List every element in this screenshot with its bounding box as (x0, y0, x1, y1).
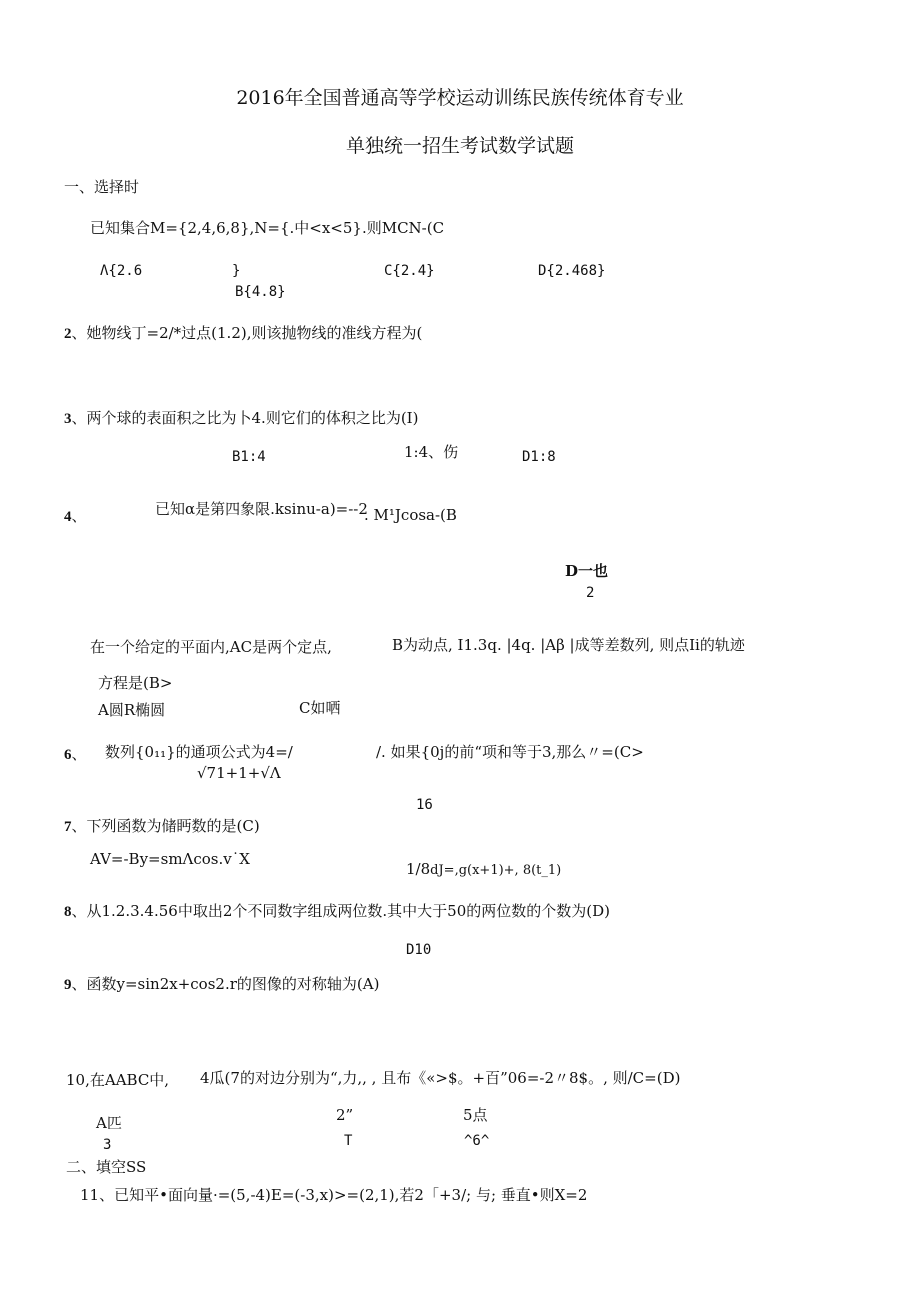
q6-prefix (64, 745, 87, 764)
q10-option-a-top: A匹 (96, 1114, 122, 1132)
q2-line (64, 324, 422, 343)
q9-line (64, 975, 379, 994)
q4-sep: 、 (71, 507, 87, 525)
q11-number: 11 (80, 1186, 100, 1204)
q3-number: 3 (64, 411, 72, 427)
title-line-2: 单独统一招生考试数学试题 (345, 135, 574, 157)
q2-text: 、她物线丁=2/*过点(1.2),则该抛物线的准线方程为( (71, 324, 423, 342)
q7-cd-text: dJ=,g(x+1)+, 8(t_1) (430, 863, 562, 878)
q4-option-d-bottom: 2 (586, 585, 595, 601)
q9-number: 9 (64, 977, 72, 993)
q3-option-d: D1:8 (522, 449, 556, 465)
q4-text: 已知α是第四象限.ksinu-a)=--2 (155, 500, 368, 518)
q1-option-a-close: } (232, 263, 241, 279)
q8-line (64, 902, 610, 921)
q4-prefix (64, 507, 87, 526)
q10-option-c-bottom: ^6^ (464, 1133, 490, 1149)
q6-text-a: 数列{0₁₁}的通项公式为4=/ (105, 743, 293, 761)
q10-option-c-top: 5点 (463, 1106, 488, 1124)
q5-option-c: C如哂 (299, 699, 341, 717)
q1-text: 已知集合M={2,4,6,8},N={.中<x<5}.则MCN-(C (90, 219, 445, 237)
q6-number: 6 (64, 747, 72, 763)
q5-text-a: 在一个给定的平面内,AC是两个定点, (90, 638, 332, 656)
q7-option-cd (406, 860, 561, 880)
q5-text-c: 方程是(B> (98, 674, 173, 692)
q3-option-b: B1:4 (232, 449, 266, 465)
q6-text-b: /. 如果{0j的前“项和等于3,那么〃=(C> (376, 743, 644, 761)
q3-option-c: 1:4、伤 (404, 443, 459, 461)
q8-option-d: D10 (406, 942, 432, 958)
q7-option-ab: AV=-By=smΛcos.v˙X (90, 850, 250, 868)
q3-text: 、两个球的表面积之比为卜4.则它们的体积之比为(I) (71, 409, 419, 427)
title-line-1: 2016年全国普通高等学校运动训练民族传统体育专业 (236, 87, 684, 109)
q9-text: 、函数y=sin2x+cos2.r的图像的对称轴为(A) (71, 975, 380, 993)
q6-formula: √71+1+√Λ (197, 764, 281, 782)
q8-number: 8 (64, 904, 72, 920)
q4-option-d-top: D一也 (565, 562, 609, 580)
section-1-heading: 一、选择时 (64, 178, 140, 196)
section-2-heading: 二、填空SS (66, 1158, 147, 1176)
q10-number: 10, (66, 1071, 90, 1089)
q7-cd-fraction: 1/8 (406, 860, 431, 878)
q10-prefix (66, 1071, 169, 1089)
q10-text-b: 4瓜(7的对边分别为“,力,, , 且布《«>$。+百”06=-2〃8$。, 则/C=(D) (200, 1069, 681, 1087)
q1-option-a: Λ{2.6 (100, 263, 143, 279)
q3-line (64, 409, 418, 428)
q7-text: 、下列函数为储眄数的是(C) (71, 817, 260, 835)
q1-option-b: B{4.8} (235, 284, 286, 300)
q5-text-b: B为动点, I1.3q. |4q. |Aβ |成等差数列, 则点Ⅰi的轨迹 (392, 636, 745, 654)
q4-text-2: . M¹Jcosa-(B (364, 506, 457, 524)
q2-number: 2 (64, 326, 72, 342)
q11-line (80, 1186, 587, 1204)
q6-answer: 16 (416, 797, 433, 813)
q5-option-a: A圆R椭圆 (98, 701, 166, 719)
q1-option-d: D{2.468} (538, 263, 606, 279)
q8-text: 、从1.2.3.4.56中取出2个不同数字组成两位数.其中大于50的两位数的个数为(D) (71, 902, 610, 920)
q10-option-b-bottom: T (344, 1133, 353, 1149)
q11-text: 、已知平•面向量·=(5,-4)E=(-3,x)>=(2,1),若2「+3/; 与; 垂直•则X=2 (99, 1186, 588, 1204)
q10-text-a: 在AABC中, (89, 1071, 170, 1089)
q1-option-c: C{2.4} (384, 263, 435, 279)
q10-option-a-bottom: 3 (103, 1137, 112, 1153)
q7-line (64, 817, 260, 836)
q10-option-b-top: 2” (336, 1106, 354, 1124)
q6-sep: 、 (71, 745, 87, 763)
q4-number: 4 (64, 509, 72, 525)
q7-number: 7 (64, 819, 72, 835)
